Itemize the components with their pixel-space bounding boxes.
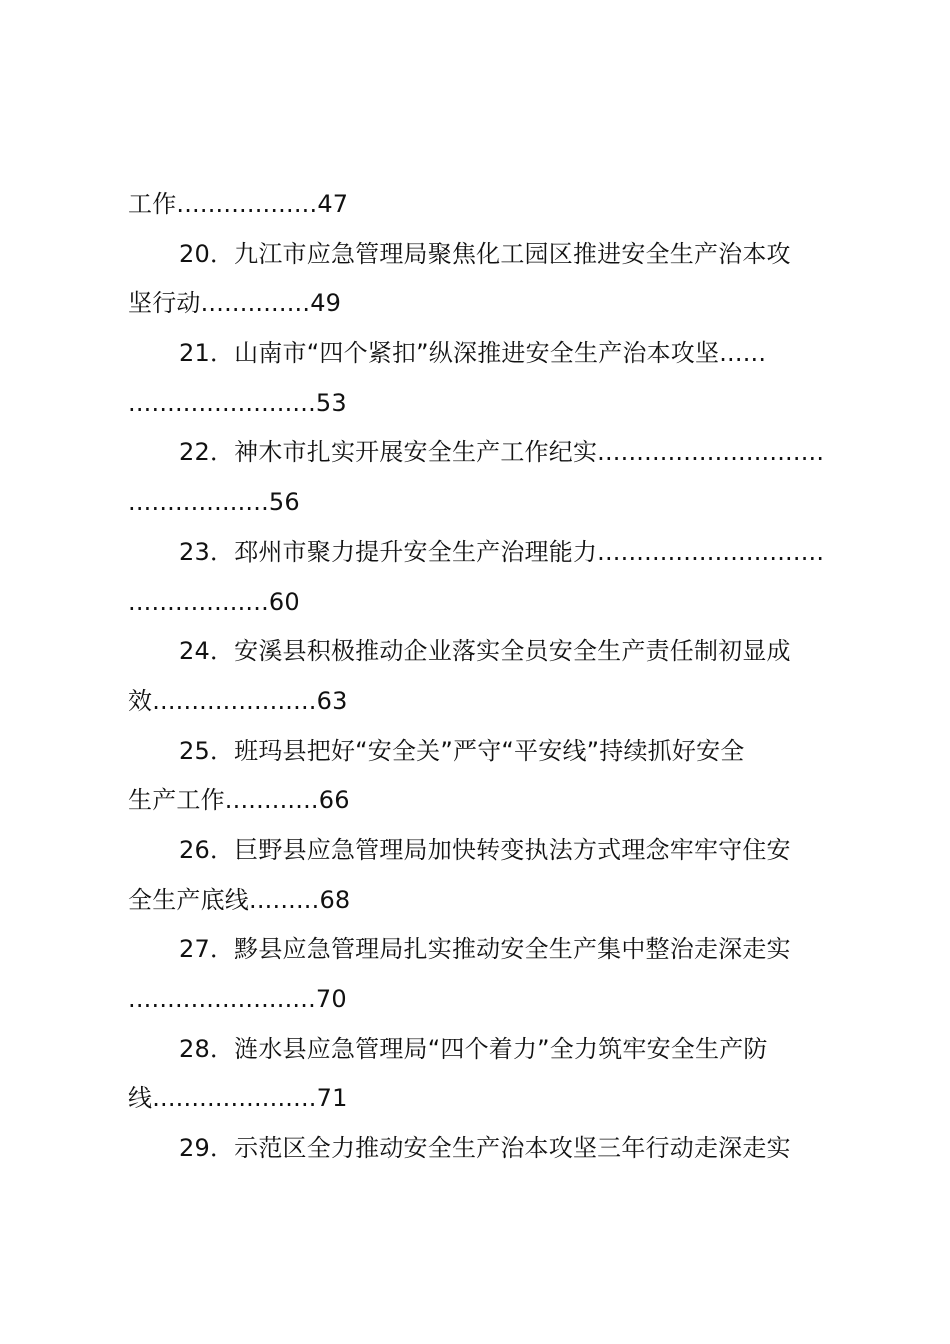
toc-entry-29: 29．示范区全力推动安全生产治本攻坚三年行动走深走实 — [179, 1134, 791, 1163]
toc-entry-21: 21．山南市“四个紧扣”纵深推进安全生产治本攻坚...... — [179, 339, 767, 368]
toc-entry-28: 28．涟水县应急管理局“四个着力”全力筑牢安全生产防 — [179, 1034, 768, 1063]
toc-line: 生产工作............66 — [128, 786, 350, 815]
toc-line: 全生产底线.........68 — [128, 885, 351, 914]
toc-line: ..................60 — [128, 587, 300, 616]
toc-line: 坚行动..............49 — [128, 289, 342, 318]
table-of-contents — [128, 180, 833, 1174]
toc-entry-20: 20．九江市应急管理局聚焦化工园区推进安全生产治本攻 — [179, 239, 791, 268]
toc-line: ..................56 — [128, 488, 300, 517]
toc-line: ........................53 — [128, 388, 347, 417]
toc-line: ........................70 — [128, 985, 347, 1013]
toc-entry-27: 27．黟县应急管理局扎实推动安全生产集中整治走深走实 — [179, 935, 791, 964]
toc-entry-23: 23．邳州市聚力提升安全生产治理能力............................. — [179, 537, 825, 566]
toc-entry-22: 22．神木市扎实开展安全生产工作纪实............................. — [179, 438, 825, 467]
toc-entry-24: 24．安溪县积极推动企业落实全员安全生产责任制初显成 — [179, 637, 791, 666]
toc-entry-26: 26．巨野县应急管理局加快转变执法方式理念牢牢守住安 — [179, 835, 791, 864]
toc-line: 线.....................71 — [128, 1084, 348, 1113]
toc-line: 效.....................63 — [128, 686, 348, 715]
toc-entry-25: 25．班玛县把好“安全关”严守“平安线”持续抓好安全 — [179, 736, 745, 765]
toc-line: 工作..................47 — [128, 190, 349, 218]
